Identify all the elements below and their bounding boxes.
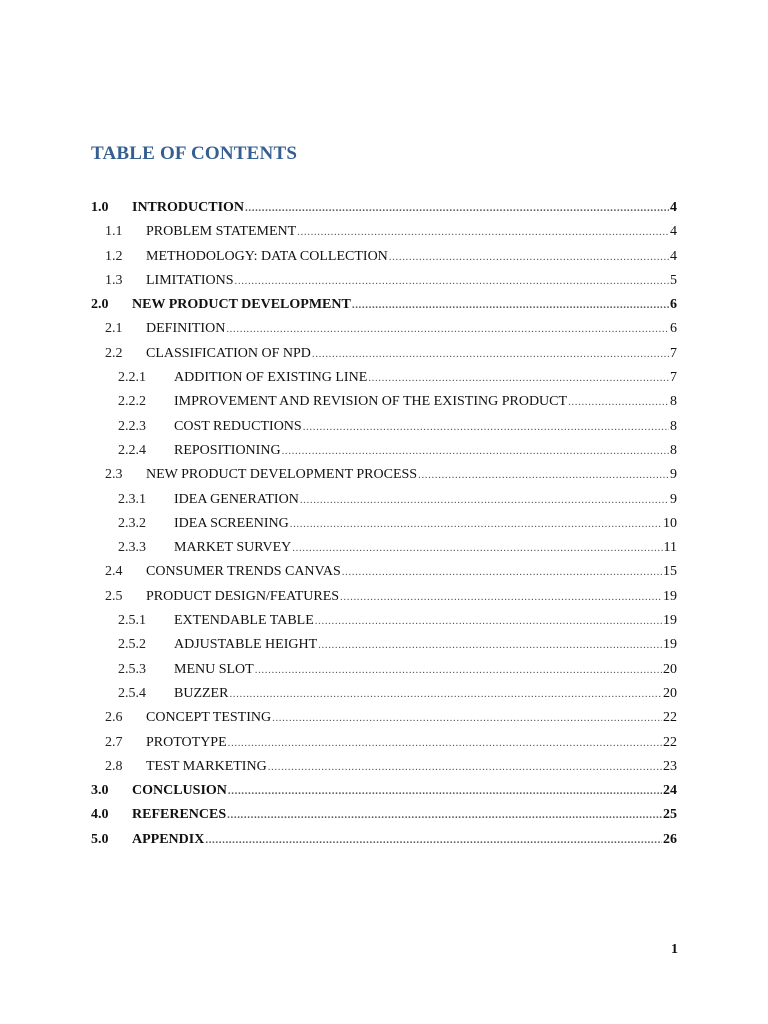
toc-entry-number: 1.0 (91, 200, 109, 215)
toc-entry-label[interactable]: IDEA GENERATION (174, 491, 299, 507)
toc-entry-line (174, 536, 677, 560)
dot-leader (268, 755, 662, 779)
dot-leader (568, 390, 669, 414)
dot-leader (340, 585, 662, 609)
toc-entry-page: 6 (670, 321, 677, 337)
toc-entry-page: 4 (670, 248, 677, 264)
toc-entry-label[interactable]: PROTOTYPE (146, 734, 227, 750)
toc-entry[interactable] (0, 512, 768, 536)
toc-entry[interactable] (0, 245, 768, 269)
toc-entry-label[interactable]: METHODOLOGY: DATA COLLECTION (146, 248, 388, 264)
toc-entry-line (146, 560, 677, 584)
toc-entry[interactable] (0, 779, 768, 803)
toc-entry-number: 2.1 (105, 321, 123, 337)
toc-entry-page: 8 (670, 394, 677, 410)
toc-entry-line (132, 828, 677, 852)
toc-entry-page: 20 (663, 685, 677, 701)
toc-entry-page: 19 (663, 613, 677, 629)
toc-entry-page: 4 (670, 224, 677, 240)
toc-entry-number: 2.5 (105, 588, 123, 604)
toc-entry[interactable] (0, 803, 768, 827)
toc-entry-number: 2.3 (105, 467, 123, 483)
dot-leader (282, 439, 669, 463)
toc-entry-line (146, 755, 677, 779)
toc-entry-line (132, 196, 677, 220)
toc-entry[interactable] (0, 220, 768, 244)
toc-entry-line (146, 731, 677, 755)
toc-entry-line (174, 488, 677, 512)
toc-entry-number: 2.2.3 (118, 418, 146, 434)
dot-leader (205, 828, 662, 852)
toc-entry-label[interactable]: PRODUCT DESIGN/FEATURES (146, 588, 340, 604)
toc-entry-number: 2.2.1 (118, 370, 146, 386)
toc-entry[interactable] (0, 439, 768, 463)
toc-entry-label[interactable]: DEFINITION (146, 321, 226, 337)
toc-entry-label[interactable]: TEST MARKETING (146, 758, 267, 774)
toc-entry-number: 5.0 (91, 831, 109, 847)
toc-entry-line (146, 342, 677, 366)
toc-entry-page: 22 (663, 734, 677, 750)
toc-entry[interactable] (0, 196, 768, 220)
toc-entry[interactable] (0, 463, 768, 487)
dot-leader (245, 196, 669, 220)
toc-entry-label[interactable]: APPENDIX (132, 831, 205, 847)
toc-entry-line (146, 245, 677, 269)
toc-entry-page: 22 (663, 710, 677, 726)
toc-entry-line (174, 512, 677, 536)
toc-entry-number: 2.2.2 (118, 394, 146, 410)
toc-entry[interactable] (0, 706, 768, 730)
toc-entry-line (132, 803, 677, 827)
toc-entry-page: 9 (670, 491, 677, 507)
toc-entry-number: 2.8 (105, 758, 123, 774)
toc-entry-label[interactable]: REPOSITIONING (174, 442, 281, 458)
toc-entry-line (146, 463, 677, 487)
dot-leader (315, 609, 662, 633)
dot-leader (235, 269, 669, 293)
toc-entry-label[interactable]: IMPROVEMENT AND REVISION OF THE EXISTING PRODUCT (174, 394, 568, 410)
dot-leader (226, 317, 669, 341)
toc-entry[interactable] (0, 415, 768, 439)
dot-leader (272, 706, 662, 730)
toc-entry-line (174, 658, 677, 682)
toc-entry[interactable] (0, 609, 768, 633)
toc-entry-label[interactable]: EXTENDABLE TABLE (174, 613, 314, 629)
toc-entry-number: 2.5.2 (118, 637, 146, 653)
dot-leader (297, 220, 669, 244)
toc-entry-page: 9 (670, 467, 677, 483)
toc-entry-page: 8 (670, 442, 677, 458)
toc-entry-page: 19 (663, 588, 677, 604)
toc-entry-label[interactable]: LIMITATIONS (146, 272, 234, 288)
toc-entry-number: 2.5.4 (118, 685, 146, 701)
dot-leader (228, 731, 662, 755)
toc-entry-line (132, 293, 677, 317)
toc-entry-line (174, 609, 677, 633)
toc-entry-label[interactable]: ADJUSTABLE HEIGHT (174, 637, 318, 653)
toc-entry-page: 26 (663, 831, 677, 847)
toc-entry-line (132, 779, 677, 803)
toc-entry-line (174, 633, 677, 657)
dot-leader (418, 463, 669, 487)
toc-entry[interactable] (0, 658, 768, 682)
toc-entry[interactable] (0, 269, 768, 293)
toc-entry-page: 23 (663, 758, 677, 774)
dot-leader (303, 415, 669, 439)
toc-entry-page: 7 (670, 370, 677, 386)
toc-entry-label[interactable]: NEW PRODUCT DEVELOPMENT (132, 297, 351, 313)
toc-entry-number: 1.2 (105, 248, 123, 264)
toc-title: TABLE OF CONTENTS (91, 143, 298, 164)
toc-entry[interactable] (0, 390, 768, 414)
dot-leader (255, 658, 662, 682)
dot-leader (312, 342, 669, 366)
toc-entry-label[interactable]: NEW PRODUCT DEVELOPMENT PROCESS (146, 467, 418, 483)
toc-entry-label[interactable]: INTRODUCTION (132, 200, 245, 215)
toc-entry-number: 4.0 (91, 807, 109, 823)
toc-entry[interactable] (0, 828, 768, 852)
toc-entry-label[interactable]: CONCLUSION (132, 783, 227, 799)
toc-entry-label[interactable]: BUZZER (174, 685, 229, 701)
dot-leader (352, 293, 669, 317)
toc-entry-page: 5 (670, 272, 677, 288)
toc-entry-page: 19 (663, 637, 677, 653)
dot-leader (318, 633, 662, 657)
dot-leader (228, 779, 662, 803)
toc-entry-number: 2.5.1 (118, 613, 146, 629)
toc-entry-number: 2.3.1 (118, 491, 146, 507)
toc-entry-line (146, 317, 677, 341)
toc-entry-line (174, 682, 677, 706)
toc-entry[interactable] (0, 633, 768, 657)
table-of-contents (0, 196, 768, 852)
toc-entry[interactable] (0, 293, 768, 317)
toc-entry-line (146, 585, 677, 609)
toc-entry[interactable] (0, 342, 768, 366)
dot-leader (389, 245, 669, 269)
toc-entry-page: 7 (670, 345, 677, 361)
dot-leader (292, 536, 662, 560)
toc-entry[interactable] (0, 317, 768, 341)
toc-entry-number: 2.5.3 (118, 661, 146, 677)
dot-leader (368, 366, 669, 390)
toc-entry-page: 4 (670, 200, 677, 215)
toc-entry-label[interactable]: ADDITION OF EXISTING LINE (174, 370, 368, 386)
toc-entry-page: 20 (663, 661, 677, 677)
toc-entry-number: 2.2.4 (118, 442, 146, 458)
dot-leader (290, 512, 662, 536)
toc-entry-number: 2.3.2 (118, 515, 146, 531)
toc-entry[interactable] (0, 536, 768, 560)
toc-entry-label[interactable]: IDEA SCREENING (174, 515, 289, 531)
toc-entry-page: 11 (663, 540, 677, 556)
toc-entry[interactable] (0, 731, 768, 755)
toc-entry-page: 10 (663, 515, 677, 531)
toc-entry-line (174, 415, 677, 439)
dot-leader (227, 803, 662, 827)
toc-entry-page: 15 (663, 564, 677, 580)
toc-entry[interactable] (0, 585, 768, 609)
toc-entry-label[interactable]: COST REDUCTIONS (174, 418, 302, 434)
toc-entry[interactable] (0, 560, 768, 584)
toc-entry[interactable] (0, 682, 768, 706)
toc-entry-number: 2.0 (91, 297, 109, 313)
toc-entry-label[interactable]: REFERENCES (132, 807, 227, 823)
toc-entry-number: 2.7 (105, 734, 123, 750)
toc-entry-page: 25 (663, 807, 677, 823)
toc-entry-number: 2.4 (105, 564, 123, 580)
toc-entry-label[interactable]: CLASSIFICATION OF NPD (146, 345, 311, 361)
toc-entry-page: 8 (670, 418, 677, 434)
dot-leader (342, 560, 662, 584)
toc-entry-label[interactable]: CONSUMER TRENDS CANVAS (146, 564, 341, 580)
toc-entry-label[interactable]: CONCEPT TESTING (146, 710, 272, 726)
toc-entry-line (146, 706, 677, 730)
toc-entry[interactable] (0, 366, 768, 390)
toc-entry-page: 6 (670, 297, 677, 313)
toc-entry-label[interactable]: MENU SLOT (174, 661, 254, 677)
toc-entry-page: 24 (663, 783, 677, 799)
toc-entry-line (146, 220, 677, 244)
toc-entry-number: 1.1 (105, 224, 123, 240)
toc-entry-number: 1.3 (105, 272, 123, 288)
page-number: 1 (671, 942, 678, 957)
toc-entry-label[interactable]: PROBLEM STATEMENT (146, 224, 297, 240)
toc-entry-line (146, 269, 677, 293)
dot-leader (300, 488, 669, 512)
toc-entry-line (174, 439, 677, 463)
toc-entry-number: 2.2 (105, 345, 123, 361)
toc-entry[interactable] (0, 488, 768, 512)
toc-entry[interactable] (0, 755, 768, 779)
toc-entry-number: 2.3.3 (118, 540, 146, 556)
toc-entry-line (174, 366, 677, 390)
toc-entry-number: 2.6 (105, 710, 123, 726)
toc-entry-label[interactable]: MARKET SURVEY (174, 540, 292, 556)
toc-entry-number: 3.0 (91, 783, 109, 799)
dot-leader (229, 682, 662, 706)
toc-entry-line (174, 390, 677, 414)
